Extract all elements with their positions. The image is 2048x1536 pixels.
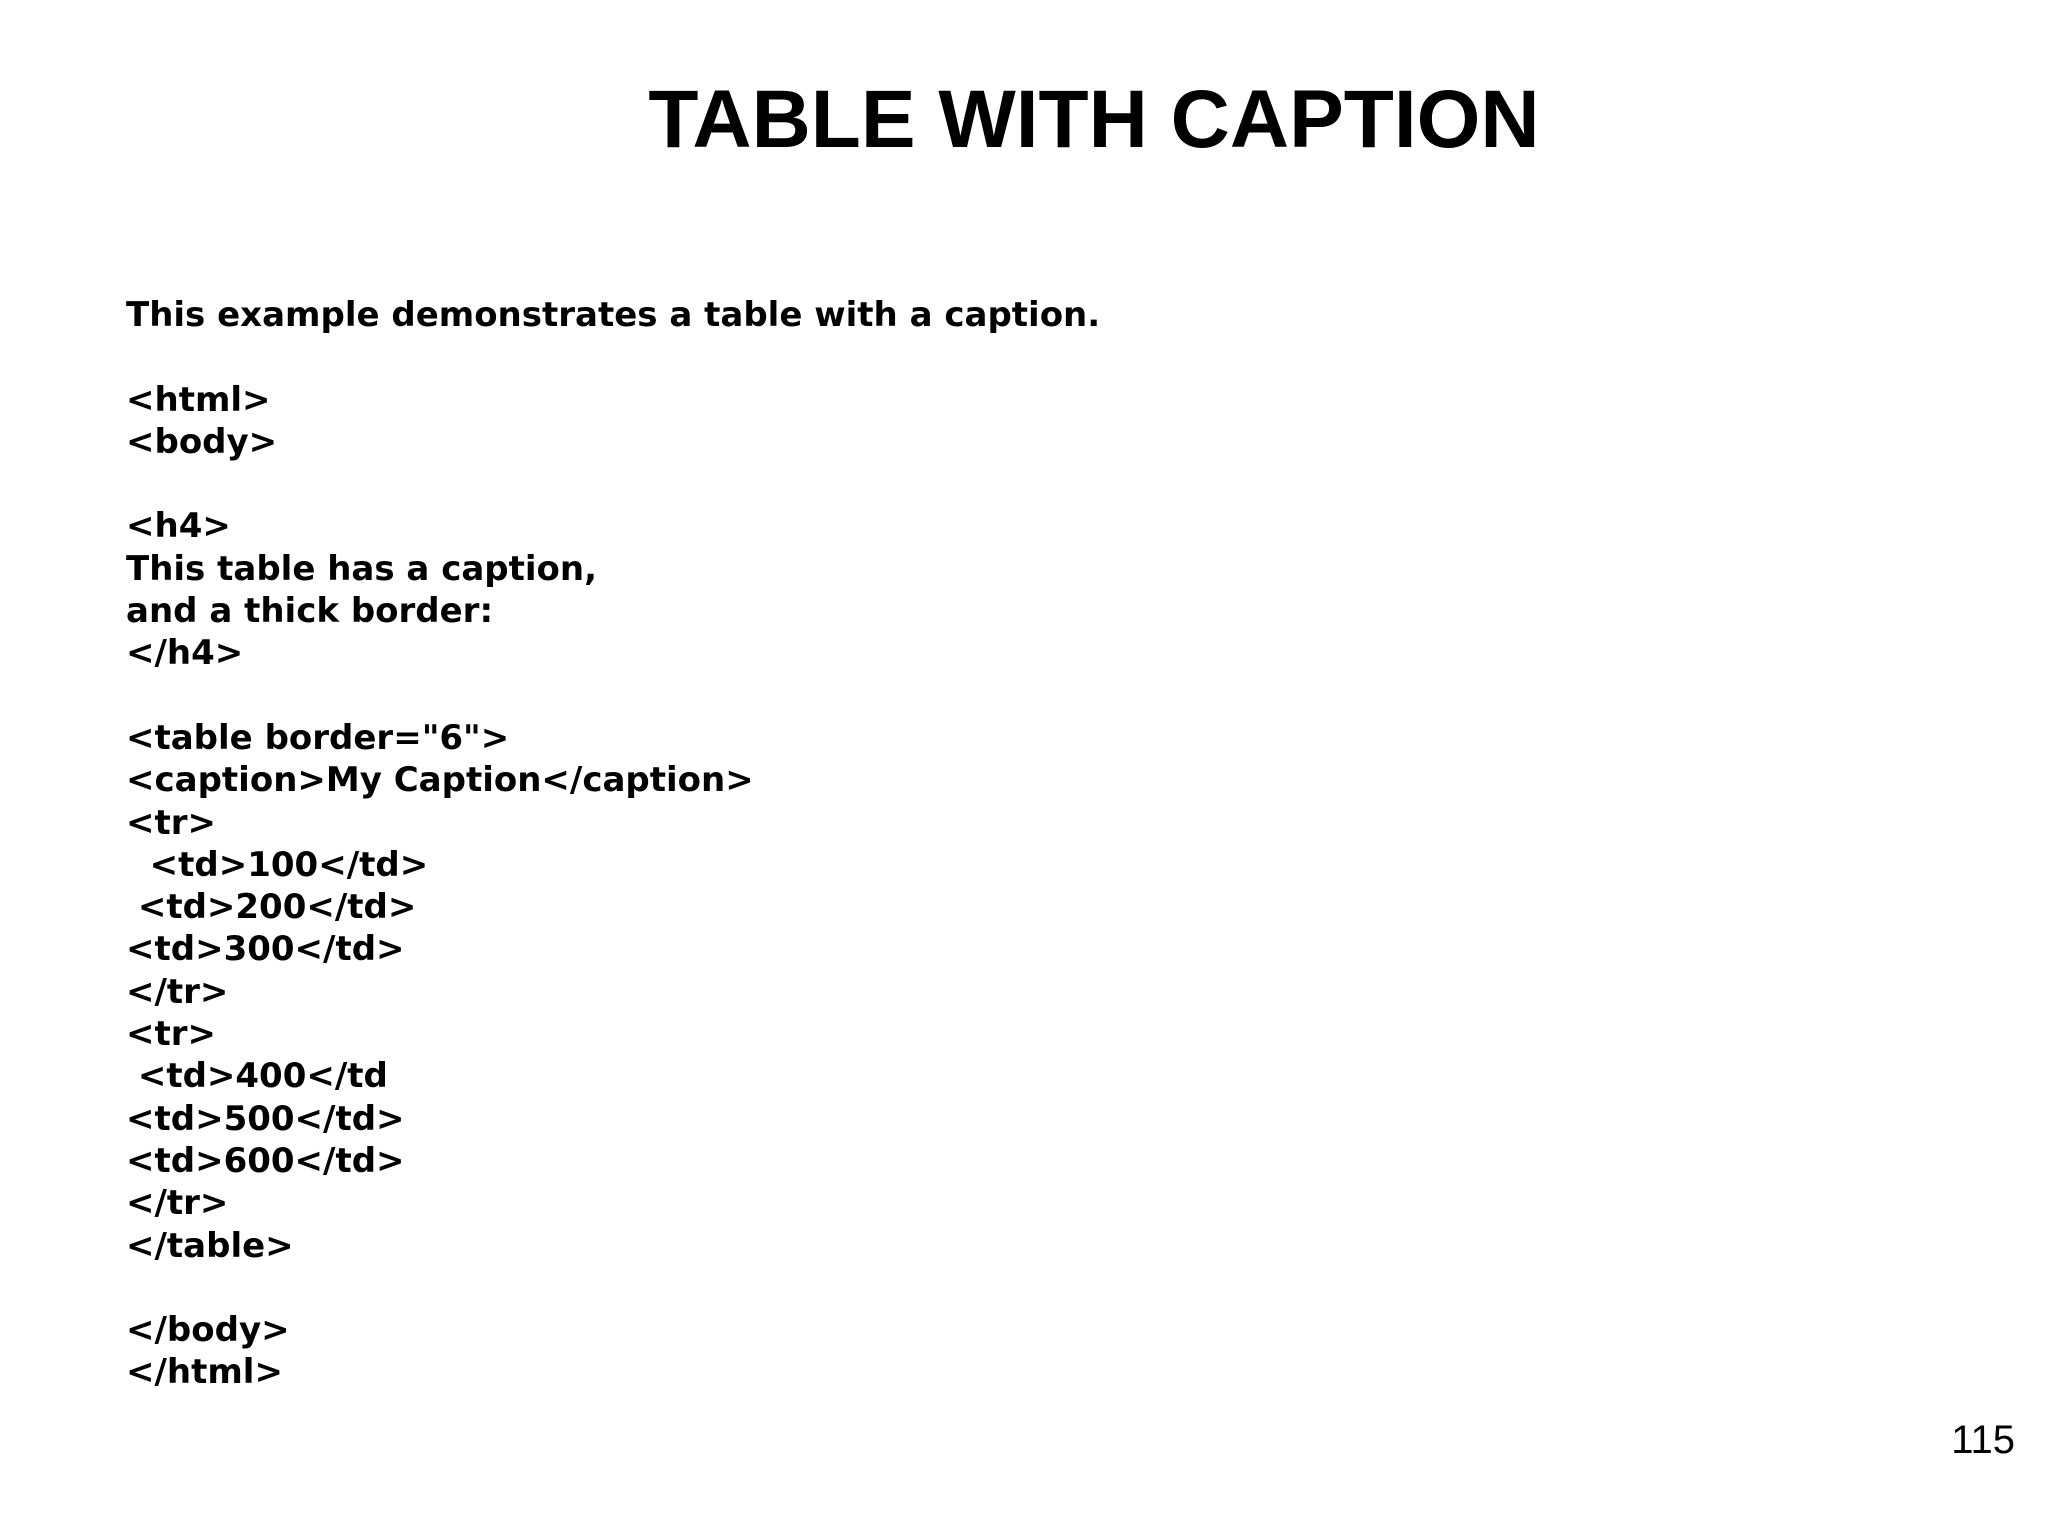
code-line: <td>200</td>	[126, 887, 417, 928]
code-line: <tr>	[126, 1014, 216, 1055]
code-line: </tr>	[126, 971, 229, 1012]
intro-line: This example demonstrates a table with a caption.	[126, 295, 1101, 335]
code-line: <body>	[126, 421, 278, 462]
slide-title: TABLE WITH CAPTION	[648, 74, 1540, 165]
code-line: This table has a caption,	[126, 548, 598, 589]
code-line: <td>500</td>	[126, 1098, 405, 1139]
blank-line	[126, 463, 1826, 505]
code-listing	[126, 294, 1826, 1394]
code-line: <h4>	[126, 506, 231, 547]
code-line: </tr>	[126, 1183, 229, 1224]
code-line: </body>	[126, 1310, 290, 1351]
code-line: </h4>	[126, 633, 244, 674]
page-number: 115	[1951, 1418, 2015, 1462]
code-line: <td>100</td>	[126, 844, 429, 885]
code-line: </table>	[126, 1225, 294, 1266]
code-line: <table border="6">	[126, 717, 510, 758]
code-line: <td>400</td	[126, 1056, 388, 1097]
code-line: <td>600</td>	[126, 1140, 405, 1181]
code-line: </html>	[126, 1352, 283, 1393]
code-line: <tr>	[126, 802, 216, 843]
code-line: and a thick border:	[126, 591, 494, 632]
blank-line	[126, 336, 1826, 378]
blank-line	[126, 675, 1826, 717]
code-line: <html>	[126, 379, 271, 420]
code-line: <caption>My Caption</caption>	[126, 760, 754, 801]
code-line: <td>300</td>	[126, 929, 405, 970]
blank-line	[126, 1267, 1826, 1309]
